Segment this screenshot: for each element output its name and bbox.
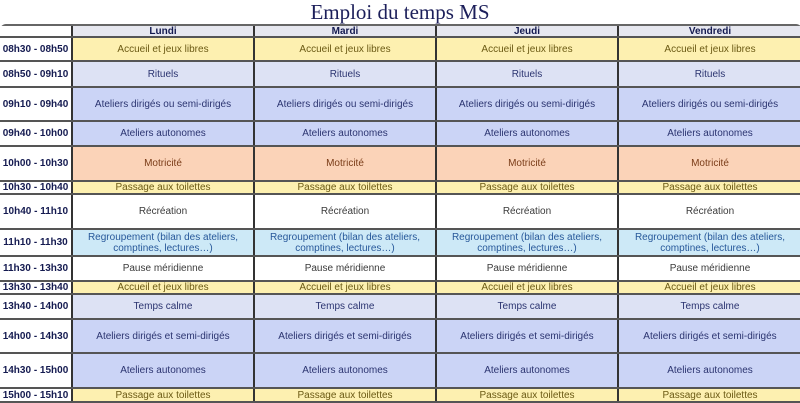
table-row [0,389,800,403]
activity-cell: Regroupement (bilan des ateliers, comptines, lectures…) [255,230,437,255]
activity-cell: Motricité [619,147,800,180]
time-slot: 10h40 - 11h10 [0,195,73,228]
day-header: Mardi [255,26,437,36]
activity-cell: Récréation [73,195,255,228]
activity-cell: Ateliers autonomes [73,122,255,145]
activity-cell: Regroupement (bilan des ateliers, comptines, lectures…) [73,230,255,255]
time-slot: 13h40 - 14h00 [0,295,73,318]
day-header: Jeudi [437,26,619,36]
time-slot: 09h10 - 09h40 [0,88,73,120]
activity-cell: Pause méridienne [619,257,800,280]
activity-cell: Rituels [437,62,619,86]
time-slot: 14h30 - 15h00 [0,354,73,387]
table-row [0,354,800,389]
activity-cell: Passage aux toilettes [619,389,800,401]
activity-cell: Passage aux toilettes [619,182,800,193]
activity-cell: Regroupement (bilan des ateliers, comptines, lectures…) [437,230,619,255]
table-row [0,257,800,282]
table-row [0,122,800,147]
activity-cell: Passage aux toilettes [255,389,437,401]
day-header: Vendredi [619,26,800,36]
activity-cell: Rituels [619,62,800,86]
activity-cell: Pause méridienne [437,257,619,280]
activity-cell: Accueil et jeux libres [619,38,800,60]
activity-cell: Ateliers autonomes [437,354,619,387]
table-row [0,295,800,320]
activity-cell: Rituels [255,62,437,86]
activity-cell: Accueil et jeux libres [255,38,437,60]
activity-cell: Temps calme [73,295,255,318]
activity-cell: Ateliers dirigés ou semi-dirigés [437,88,619,120]
time-slot: 09h40 - 10h00 [0,122,73,145]
time-slot: 15h00 - 15h10 [0,389,73,401]
header-row [0,26,800,38]
activity-cell: Ateliers dirigés et semi-dirigés [255,320,437,352]
time-slot: 11h30 - 13h30 [0,257,73,280]
corner-cell [0,26,73,36]
time-slot: 10h00 - 10h30 [0,147,73,180]
activity-cell: Ateliers dirigés ou semi-dirigés [619,88,800,120]
table-row [0,282,800,295]
table-row [0,320,800,354]
activity-cell: Ateliers autonomes [255,122,437,145]
table-row [0,88,800,122]
table-row [0,195,800,230]
activity-cell: Passage aux toilettes [437,389,619,401]
activity-cell: Ateliers autonomes [619,122,800,145]
activity-cell: Motricité [437,147,619,180]
time-slot: 08h30 - 08h50 [0,38,73,60]
activity-cell: Motricité [255,147,437,180]
time-slot: 10h30 - 10h40 [0,182,73,193]
activity-cell: Passage aux toilettes [437,182,619,193]
activity-cell: Ateliers dirigés et semi-dirigés [437,320,619,352]
activity-cell: Accueil et jeux libres [73,282,255,293]
activity-cell: Pause méridienne [73,257,255,280]
activity-cell: Temps calme [437,295,619,318]
table-row [0,182,800,195]
activity-cell: Accueil et jeux libres [73,38,255,60]
table-row [0,230,800,257]
activity-cell: Accueil et jeux libres [437,38,619,60]
activity-cell: Ateliers dirigés ou semi-dirigés [255,88,437,120]
activity-cell: Rituels [73,62,255,86]
activity-cell: Récréation [437,195,619,228]
activity-cell: Accueil et jeux libres [619,282,800,293]
time-slot: 08h50 - 09h10 [0,62,73,86]
table-row [0,38,800,62]
activity-cell: Passage aux toilettes [73,182,255,193]
activity-cell: Récréation [255,195,437,228]
activity-cell: Passage aux toilettes [73,389,255,401]
activity-cell: Accueil et jeux libres [437,282,619,293]
table-row [0,147,800,182]
activity-cell: Récréation [619,195,800,228]
activity-cell: Accueil et jeux libres [255,282,437,293]
activity-cell: Ateliers dirigés et semi-dirigés [619,320,800,352]
activity-cell: Ateliers autonomes [619,354,800,387]
page-title: Emploi du temps MS [310,0,490,24]
time-slot: 13h30 - 13h40 [0,282,73,293]
activity-cell: Ateliers dirigés et semi-dirigés [73,320,255,352]
table-row [0,62,800,88]
activity-cell: Motricité [73,147,255,180]
timetable [0,24,800,403]
activity-cell: Temps calme [255,295,437,318]
time-slot: 11h10 - 11h30 [0,230,73,255]
activity-cell: Regroupement (bilan des ateliers, comptines, lectures…) [619,230,800,255]
day-header: Lundi [73,26,255,36]
time-slot: 14h00 - 14h30 [0,320,73,352]
activity-cell: Ateliers dirigés ou semi-dirigés [73,88,255,120]
activity-cell: Temps calme [619,295,800,318]
activity-cell: Ateliers autonomes [255,354,437,387]
activity-cell: Ateliers autonomes [73,354,255,387]
activity-cell: Passage aux toilettes [255,182,437,193]
activity-cell: Pause méridienne [255,257,437,280]
activity-cell: Ateliers autonomes [437,122,619,145]
